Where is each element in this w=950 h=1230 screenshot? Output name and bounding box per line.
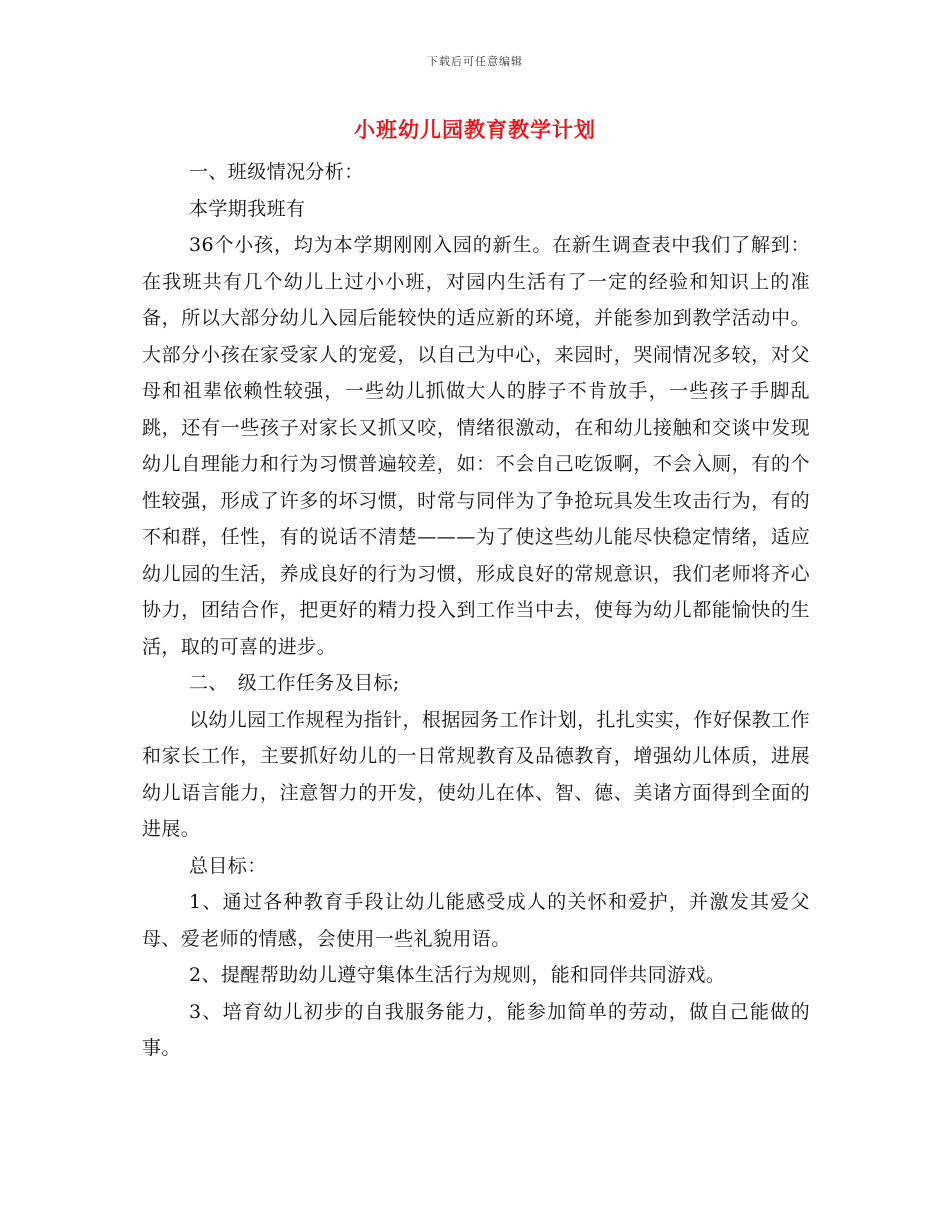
document-body [142,154,810,1067]
section-heading-tasks-goals: 二、 级工作任务及目标; [189,672,400,694]
section-heading-class-analysis: 一、班级情况分析： [189,161,364,183]
header-note: 下载后可任意编辑 [427,55,523,68]
paragraph-class-intro: 本学期我班有 [189,197,306,220]
page-title: 小班幼儿园教育教学计划 [354,117,596,142]
goal-item-1: 1、通过各种教育手段让幼儿能感受成人的关怀和爱护，并激发其爱父母、爱老师的情感，会使用一些礼貌用语。 [142,891,810,950]
subheading-overall-goals: 总目标： [189,854,267,877]
goal-item-2: 2、提醒帮助幼儿遵守集体生活行为规则，能和同伴共同游戏。 [189,964,726,986]
paragraph-class-description: 36个小孩，均为本学期刚刚入园的新生。在新生调查表中我们了解到：在我班共有几个幼儿上过小小班，对园内生活有了一定的经验和知识上的准备，所以大部分幼儿入园后能较快的适应新的环境，并能参加到教学活动中。大部分小孩在家受家人的宠爱，以自己为中心，来园时，哭闹情况多较，对父母和祖辈依赖性较强，一些幼儿抓做大人的脖子不肯放手，一些孩子手脚乱跳，还有一些孩子对家长又抓又咬，情绪很激动，在和幼儿接触和交谈中发现幼儿自理能力和行为习惯普遍较差，如：不会自己吃饭啊，不会入厕，有的个性较强，形成了许多的坏习惯，时常与同伴为了争抢玩具发生攻击行为，有的不和群，任性，有的说话不清楚———为了使这些幼儿能尽快稳定情绪，适应幼儿园的生活，养成良好的行为习惯，形成良好的常规意识，我们老师将齐心协力，团结合作，把更好的精力投入到工作当中去，使每为幼儿都能愉快的生活，取的可喜的进步。 [142,234,810,658]
goal-item-3: 3、培育幼儿初步的自我服务能力，能参加简单的劳动，做自己能做的事。 [142,1000,810,1059]
paragraph-guidelines: 以幼儿园工作规程为指针，根据园务工作计划，扎扎实实，作好保教工作和家长工作，主要抓好幼儿的一日常规教育及品德教育，增强幼儿体质，进展幼儿语言能力，注意智力的开发，使幼儿在体、智、德、美诸方面得到全面的进展。 [142,708,810,840]
